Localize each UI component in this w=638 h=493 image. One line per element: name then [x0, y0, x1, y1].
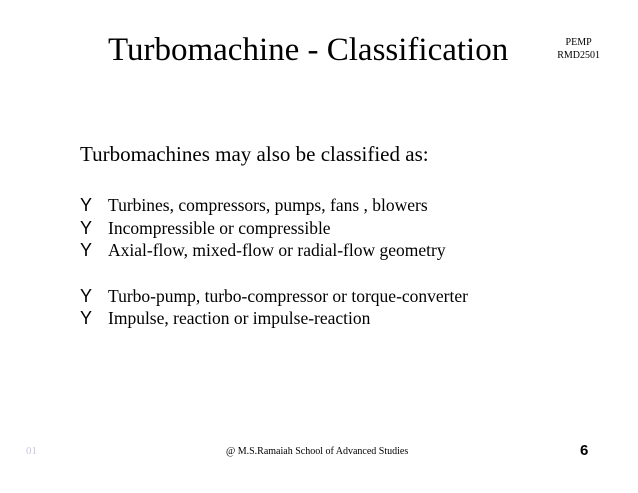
- bullet-icon: Y: [80, 285, 93, 306]
- slide-title: Turbomachine - Classification: [108, 32, 509, 68]
- list-item-text: Turbines, compressors, pumps, fans , blowers: [108, 195, 428, 215]
- footer-credit: @ M.S.Ramaiah School of Advanced Studies: [226, 446, 409, 457]
- bullet-icon: Y: [80, 240, 93, 260]
- list-item-text: Turbo-pump, turbo-compressor or torque-converter: [108, 285, 468, 306]
- list-item-text: Impulse, reaction or impulse-reaction: [108, 308, 371, 328]
- bullet-icon: Y: [80, 195, 93, 215]
- intro-text: Turbomachines may also be classified as:: [80, 142, 429, 166]
- bullet-icon: Y: [80, 308, 93, 328]
- page-number: 6: [580, 442, 589, 459]
- list-item-text: Incompressible or compressible: [108, 217, 331, 238]
- list-item-text: Axial-flow, mixed-flow or radial-flow geometry: [108, 240, 446, 260]
- course-code-line1: PEMP: [565, 37, 592, 48]
- course-code-line2: RMD2501: [557, 50, 600, 61]
- course-code: [557, 36, 600, 62]
- footer-slide-number: 01: [26, 445, 37, 457]
- bullet-icon: Y: [80, 217, 93, 238]
